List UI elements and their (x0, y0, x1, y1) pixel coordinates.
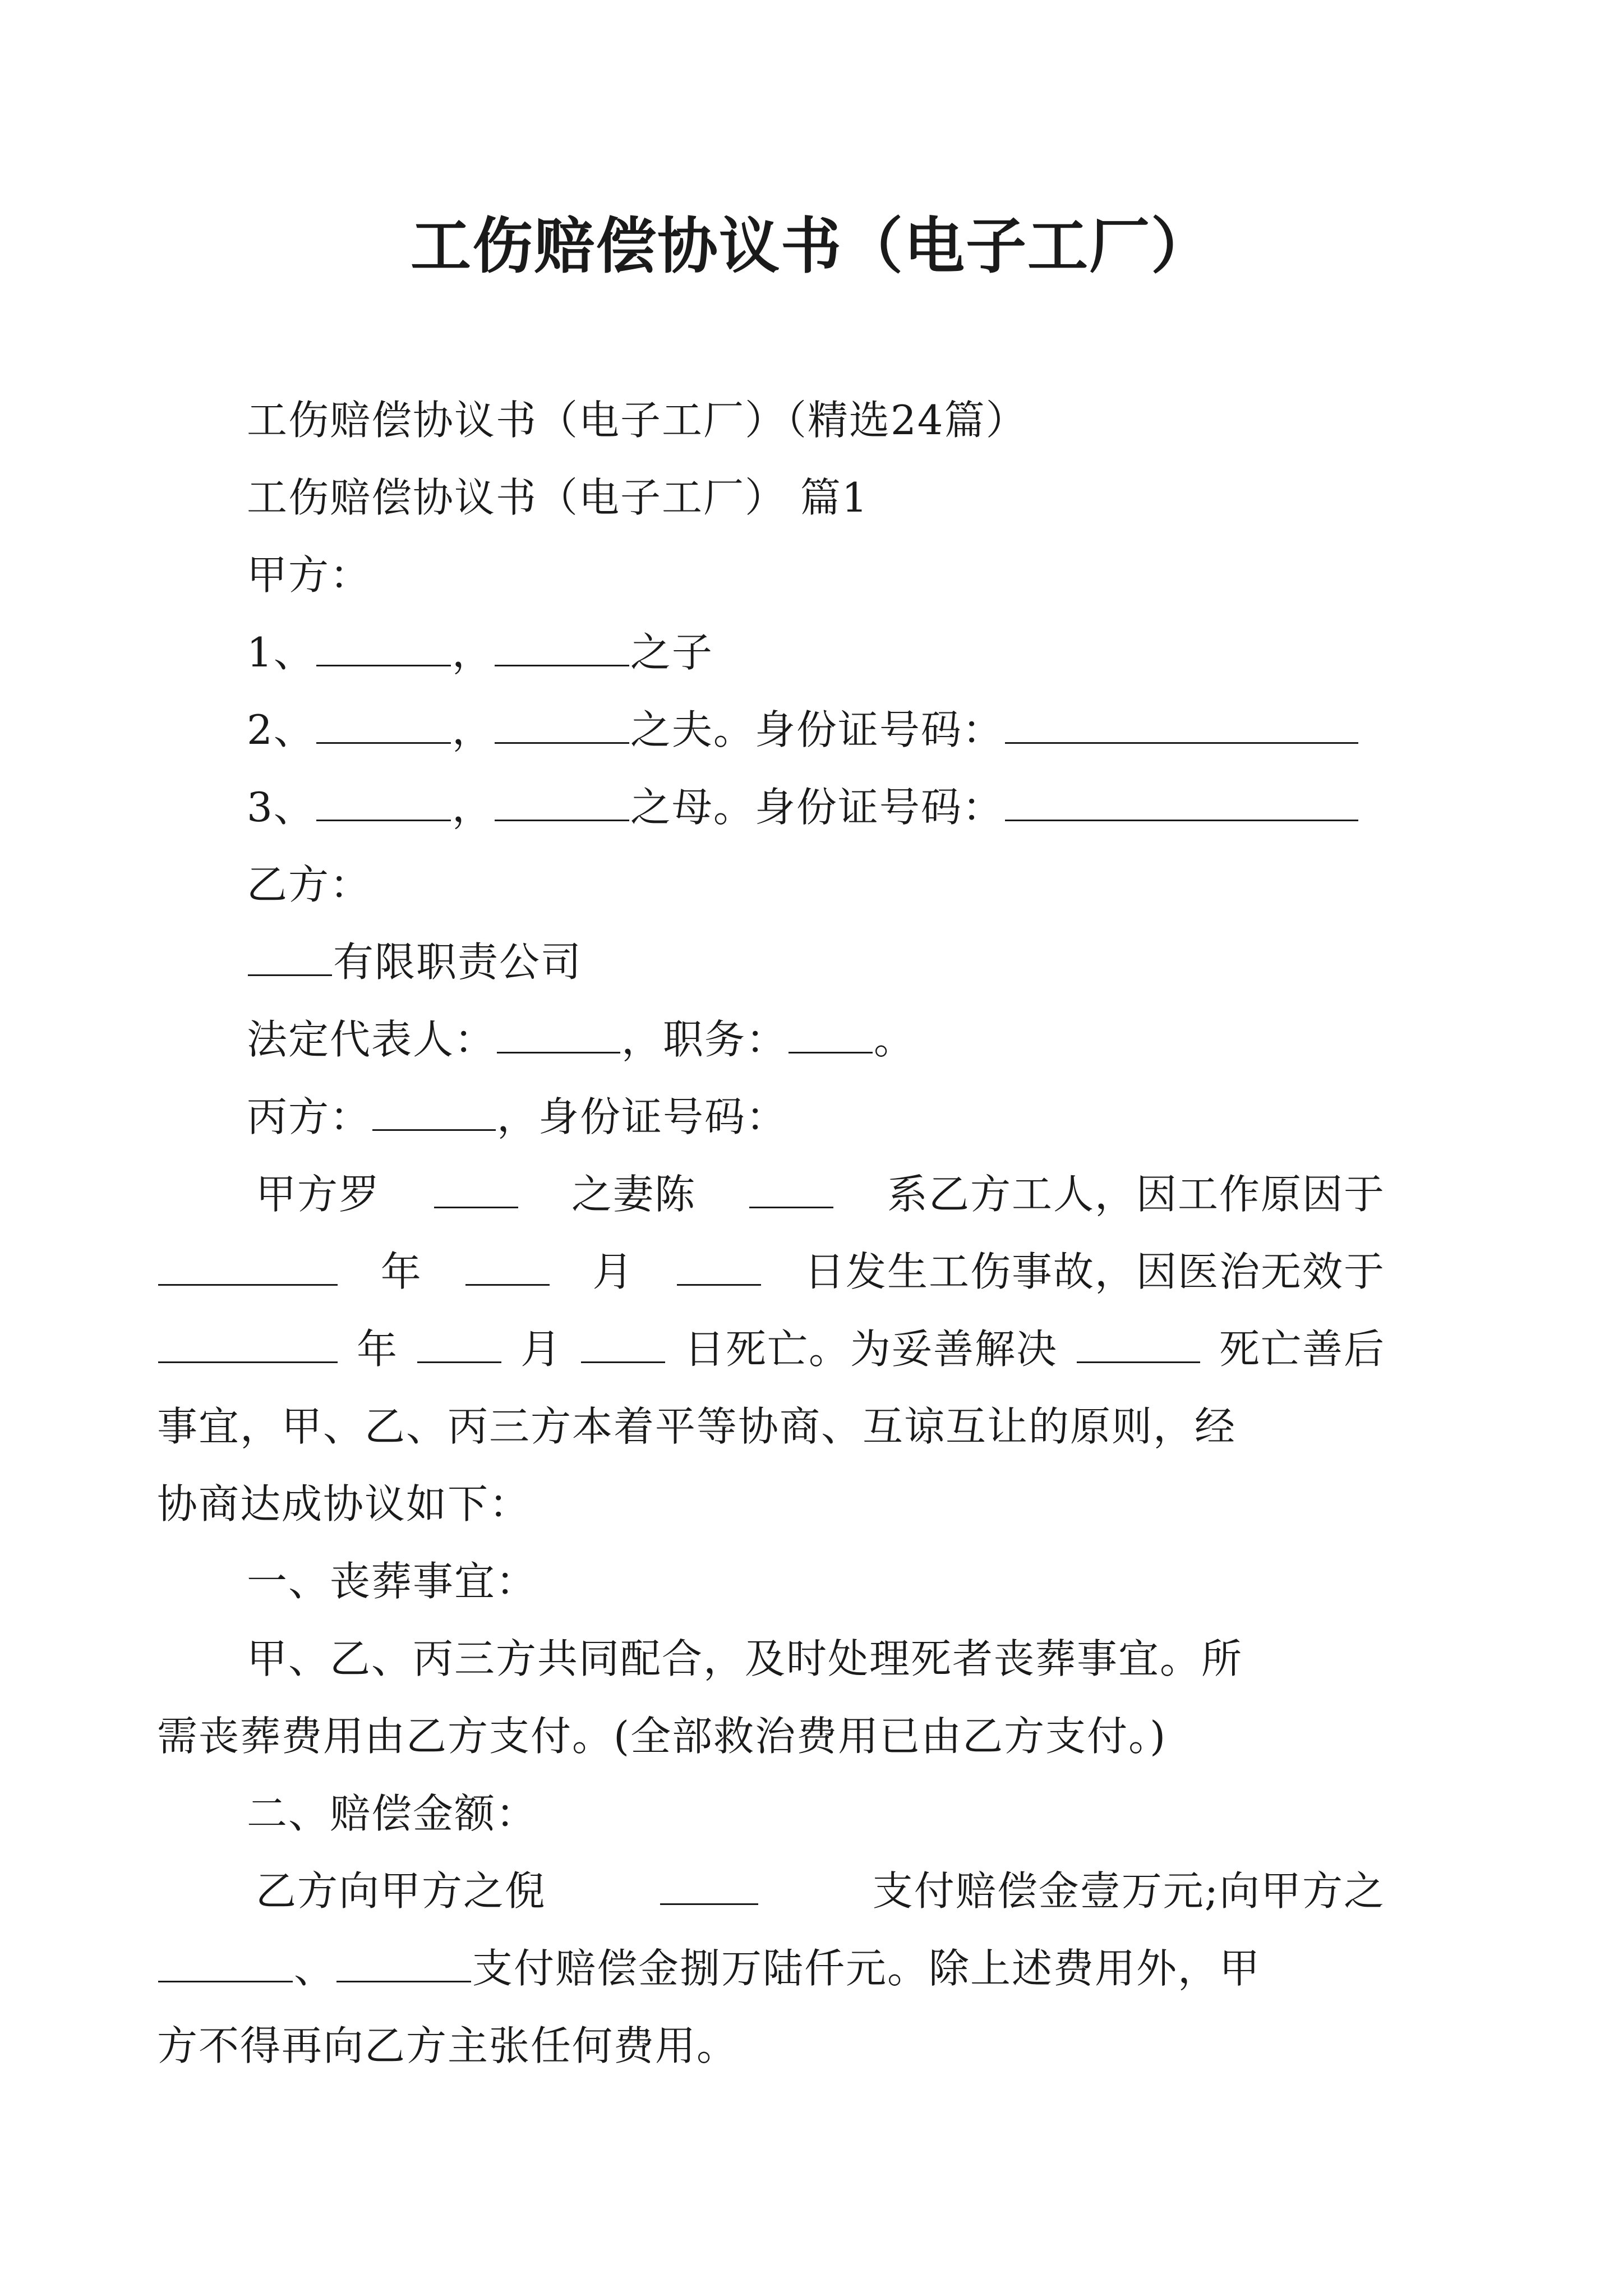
chapter-text: 工伤赔偿协议书（电子工厂） 篇1 (247, 474, 869, 521)
item-number: 2、 (247, 706, 315, 753)
blank-line (495, 632, 629, 666)
document-body (157, 381, 1385, 2085)
paragraph-line (157, 1465, 1385, 1543)
party-a-item-2 (247, 691, 1385, 769)
text-segment: 支付赔偿金捌万陆仟元。除上述费用外，甲 (472, 1945, 1261, 1992)
blank-line (372, 1097, 496, 1131)
legal-rep-label: 法定代表人： (247, 1016, 496, 1063)
text-segment: 甲方罗 (256, 1171, 381, 1218)
blank-line (417, 1329, 501, 1363)
section-heading-text: 二、赔偿金额： (247, 1790, 538, 1837)
blank-line (158, 1948, 293, 1982)
text-segment: 、 (294, 1945, 336, 1992)
comma: ， (451, 629, 494, 676)
comma: ， (451, 784, 494, 831)
company-line (247, 923, 1385, 1001)
subtitle-text: 工伤赔偿协议书（电子工厂）（精选24篇） (247, 397, 1027, 444)
blank-line (336, 1948, 471, 1982)
id-blank-line (1005, 710, 1358, 744)
text-segment: 月 (520, 1326, 562, 1373)
paragraph-line (247, 1156, 1385, 1233)
blank-line (495, 787, 629, 821)
period: 。 (874, 1016, 916, 1063)
party-a-heading (247, 536, 1385, 614)
relation-text: 之母。身份证号码： (630, 784, 1004, 831)
paragraph-line (157, 1930, 1385, 2007)
paragraph-line (247, 1852, 1385, 1930)
party-c-line (247, 1078, 1385, 1156)
blank-line (316, 787, 451, 821)
legal-rep-line (247, 1001, 1385, 1078)
party-a-label: 甲方： (247, 551, 372, 599)
text-segment: 月 (592, 1248, 634, 1295)
relation-text: 之夫。身份证号码： (630, 706, 1004, 753)
paragraph-line (157, 1310, 1385, 1388)
text-segment: 系乙方工人，因工作原因于 (887, 1171, 1385, 1218)
blank-line (749, 1174, 833, 1208)
id-blank-line (1005, 787, 1358, 821)
text-segment: 之妻陈 (571, 1171, 696, 1218)
blank-line (581, 1329, 665, 1363)
blank-line (677, 1251, 761, 1286)
blank-line (660, 1871, 758, 1905)
text-segment: 年 (380, 1248, 422, 1295)
section-2-heading (247, 1775, 1385, 1852)
party-b-heading (247, 846, 1385, 923)
section-1-heading (247, 1543, 1385, 1620)
paragraph-line (157, 1697, 1385, 1775)
text-segment: 方不得再向乙方主张任何费用。 (157, 2022, 739, 2069)
blank-line (158, 1329, 338, 1363)
party-a-item-3 (247, 769, 1385, 846)
text-segment: 甲、乙、丙三方共同配合，及时处理死者丧葬事宜。所 (247, 1635, 1243, 1682)
blank-line (158, 1251, 338, 1286)
paragraph-line (157, 1233, 1385, 1310)
document-title: 工伤赔偿协议书（电子工厂） (410, 211, 1212, 282)
party-c-label: 丙方： (247, 1093, 372, 1140)
text-segment: 年 (356, 1326, 398, 1373)
company-text: 有限职责公司 (333, 938, 583, 986)
blank-line (495, 710, 629, 744)
chapter-line (247, 459, 1385, 536)
text-segment: 事宜，甲、乙、丙三方本着平等协商、互谅互让的原则，经 (157, 1403, 1237, 1450)
paragraph-line (157, 1388, 1385, 1465)
blank-line (465, 1251, 550, 1286)
section-heading-text: 一、丧葬事宜： (247, 1558, 538, 1605)
blank-line (316, 710, 451, 744)
position-label: ，职务： (621, 1016, 788, 1063)
paragraph-line (247, 1620, 1385, 1697)
subtitle-line (247, 381, 1385, 459)
text-segment: 协商达成协议如下： (157, 1480, 531, 1527)
text-segment: 乙方向甲方之倪 (256, 1867, 547, 1915)
id-label: ，身份证号码： (497, 1093, 788, 1140)
text-segment: 日发生工伤事故，因医治无效于 (804, 1248, 1385, 1295)
text-segment: 日死亡。为妥善解决 (684, 1326, 1058, 1373)
blank-line (248, 942, 332, 976)
party-a-item-1 (247, 614, 1385, 691)
party-b-label: 乙方： (247, 861, 372, 908)
item-number: 3、 (247, 784, 315, 831)
blank-line (789, 1019, 873, 1053)
blank-line (316, 632, 451, 666)
relation-text: 之子 (630, 629, 713, 676)
blank-line (434, 1174, 518, 1208)
blank-line (497, 1019, 620, 1053)
blank-line (1077, 1329, 1200, 1363)
text-segment: 支付赔偿金壹万元;向甲方之 (872, 1867, 1385, 1915)
text-segment: 死亡善后 (1219, 1326, 1385, 1373)
item-number: 1、 (247, 629, 315, 676)
paragraph-line (157, 2007, 1385, 2085)
text-segment: 需丧葬费用由乙方支付。(全部救治费用已由乙方支付。) (157, 1713, 1167, 1760)
comma: ， (451, 706, 494, 753)
